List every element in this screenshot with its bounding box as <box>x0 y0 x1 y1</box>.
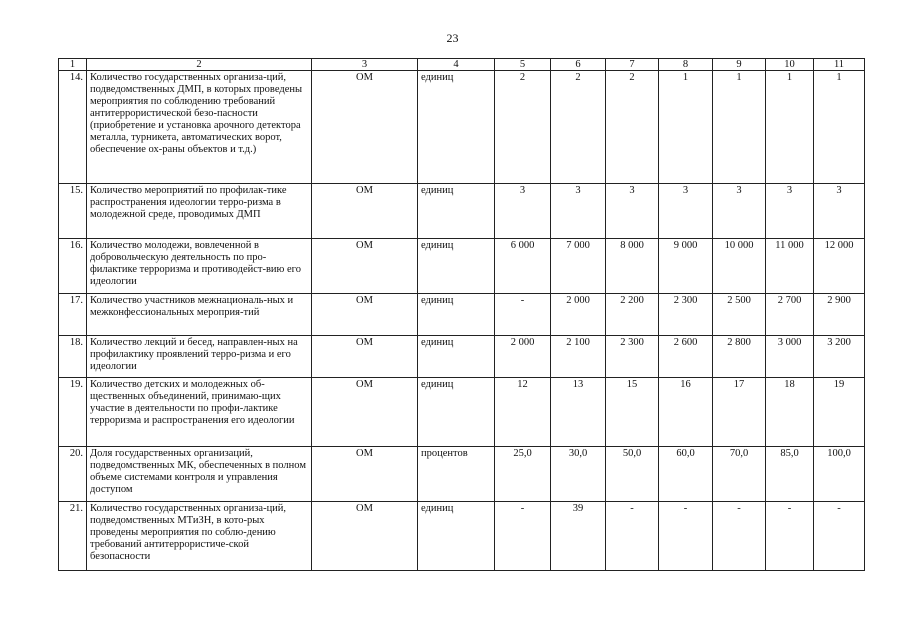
value-cell: 8 000 <box>606 239 659 294</box>
column-number: 9 <box>713 59 766 71</box>
value-cell: 3 <box>606 184 659 239</box>
table-row <box>59 502 865 571</box>
value-cell: 1 <box>766 71 814 184</box>
indicators-table <box>58 58 865 571</box>
value-cell: 9 000 <box>659 239 713 294</box>
value-cell: 16 <box>659 378 713 447</box>
value-cell: 2 300 <box>659 294 713 336</box>
column-number: 3 <box>312 59 418 71</box>
value-cell: 2 900 <box>814 294 865 336</box>
column-number: 10 <box>766 59 814 71</box>
value-cell: 2 600 <box>659 336 713 378</box>
row-number: 14. <box>59 71 87 184</box>
column-number: 8 <box>659 59 713 71</box>
value-cell: 2 <box>551 71 606 184</box>
value-cell: 2 100 <box>551 336 606 378</box>
value-cell: 39 <box>551 502 606 571</box>
value-cell: 2 200 <box>606 294 659 336</box>
indicator-type: ОМ <box>312 502 418 571</box>
value-cell: 2 000 <box>551 294 606 336</box>
unit-cell: единиц <box>418 336 495 378</box>
value-cell: 3 200 <box>814 336 865 378</box>
indicator-type: ОМ <box>312 447 418 502</box>
indicator-type: ОМ <box>312 336 418 378</box>
column-number: 11 <box>814 59 865 71</box>
value-cell: 2 <box>495 71 551 184</box>
row-number: 16. <box>59 239 87 294</box>
indicator-name: Доля государственных организаций, подведомственных МК, обеспеченных в полном объеме системами контроля и управления доступом <box>87 447 312 502</box>
value-cell: 15 <box>606 378 659 447</box>
indicator-type: ОМ <box>312 184 418 239</box>
value-cell: 3 <box>766 184 814 239</box>
value-cell: 30,0 <box>551 447 606 502</box>
value-cell: 7 000 <box>551 239 606 294</box>
column-number: 4 <box>418 59 495 71</box>
value-cell: 2 500 <box>713 294 766 336</box>
unit-cell: единиц <box>418 294 495 336</box>
indicator-type: ОМ <box>312 378 418 447</box>
value-cell: 1 <box>713 71 766 184</box>
value-cell: 3 <box>659 184 713 239</box>
value-cell: 70,0 <box>713 447 766 502</box>
value-cell: 25,0 <box>495 447 551 502</box>
table-row <box>59 336 865 378</box>
row-number: 19. <box>59 378 87 447</box>
row-number: 17. <box>59 294 87 336</box>
table-row <box>59 294 865 336</box>
value-cell: - <box>766 502 814 571</box>
column-number: 7 <box>606 59 659 71</box>
indicator-name: Количество лекций и бесед, направлен-ных на профилактику проявлений терро-ризма и его идеологии <box>87 336 312 378</box>
value-cell: - <box>659 502 713 571</box>
value-cell: - <box>495 294 551 336</box>
indicator-name: Количество мероприятий по профилак-тике распространения идеологии терро-ризма в молодежной среде, проводимых ДМП <box>87 184 312 239</box>
row-number: 21. <box>59 502 87 571</box>
unit-cell: единиц <box>418 378 495 447</box>
value-cell: 12 000 <box>814 239 865 294</box>
value-cell: 2 700 <box>766 294 814 336</box>
value-cell: 100,0 <box>814 447 865 502</box>
value-cell: 85,0 <box>766 447 814 502</box>
column-number-row <box>59 59 865 71</box>
value-cell: 1 <box>659 71 713 184</box>
value-cell: 2 300 <box>606 336 659 378</box>
value-cell: - <box>814 502 865 571</box>
value-cell: 2 800 <box>713 336 766 378</box>
table-row <box>59 378 865 447</box>
value-cell: 50,0 <box>606 447 659 502</box>
value-cell: 6 000 <box>495 239 551 294</box>
value-cell: - <box>495 502 551 571</box>
value-cell: 11 000 <box>766 239 814 294</box>
indicator-type: ОМ <box>312 71 418 184</box>
unit-cell: процентов <box>418 447 495 502</box>
indicator-name: Количество молодежи, вовлеченной в добровольческую деятельность по про-филактике терроризма и противодейст-вию его идеологии <box>87 239 312 294</box>
column-number: 2 <box>87 59 312 71</box>
value-cell: 17 <box>713 378 766 447</box>
value-cell: - <box>713 502 766 571</box>
column-number: 5 <box>495 59 551 71</box>
indicator-name: Количество детских и молодежных об-щественных объединений, принимаю-щих участие в деятельности по профи-лактике терроризма и распространения его идеологии <box>87 378 312 447</box>
value-cell: 12 <box>495 378 551 447</box>
table-row <box>59 447 865 502</box>
value-cell: 3 <box>814 184 865 239</box>
indicator-type: ОМ <box>312 239 418 294</box>
row-number: 15. <box>59 184 87 239</box>
value-cell: 2 000 <box>495 336 551 378</box>
value-cell: 13 <box>551 378 606 447</box>
value-cell: - <box>606 502 659 571</box>
value-cell: 3 <box>495 184 551 239</box>
value-cell: 3 <box>713 184 766 239</box>
value-cell: 60,0 <box>659 447 713 502</box>
unit-cell: единиц <box>418 502 495 571</box>
indicator-name: Количество участников межнациональ-ных и межконфессиональных мероприя-тий <box>87 294 312 336</box>
value-cell: 19 <box>814 378 865 447</box>
table-row <box>59 239 865 294</box>
value-cell: 3 000 <box>766 336 814 378</box>
table-row <box>59 184 865 239</box>
row-number: 20. <box>59 447 87 502</box>
indicator-name: Количество государственных организа-ций, подведомственных МТиЗН, в кото-рых проведены мероприятия по соблю-дению требований антитеррористиче-ской безопасности <box>87 502 312 571</box>
value-cell: 3 <box>551 184 606 239</box>
unit-cell: единиц <box>418 239 495 294</box>
page-number: 23 <box>446 31 459 45</box>
table-row <box>59 71 865 184</box>
indicator-type: ОМ <box>312 294 418 336</box>
column-number: 6 <box>551 59 606 71</box>
value-cell: 10 000 <box>713 239 766 294</box>
value-cell: 2 <box>606 71 659 184</box>
value-cell: 1 <box>814 71 865 184</box>
unit-cell: единиц <box>418 184 495 239</box>
column-number: 1 <box>59 59 87 71</box>
unit-cell: единиц <box>418 71 495 184</box>
row-number: 18. <box>59 336 87 378</box>
indicator-name: Количество государственных организа-ций, подведомственных ДМП, в которых проведены мероприятия по соблюдению требований антитеррористической безо-пасности (приобретение и установка арочного детектора металла, турникета, автоматических ворот, обеспечение ох-раны объектов и т.д.) <box>87 71 312 184</box>
value-cell: 18 <box>766 378 814 447</box>
